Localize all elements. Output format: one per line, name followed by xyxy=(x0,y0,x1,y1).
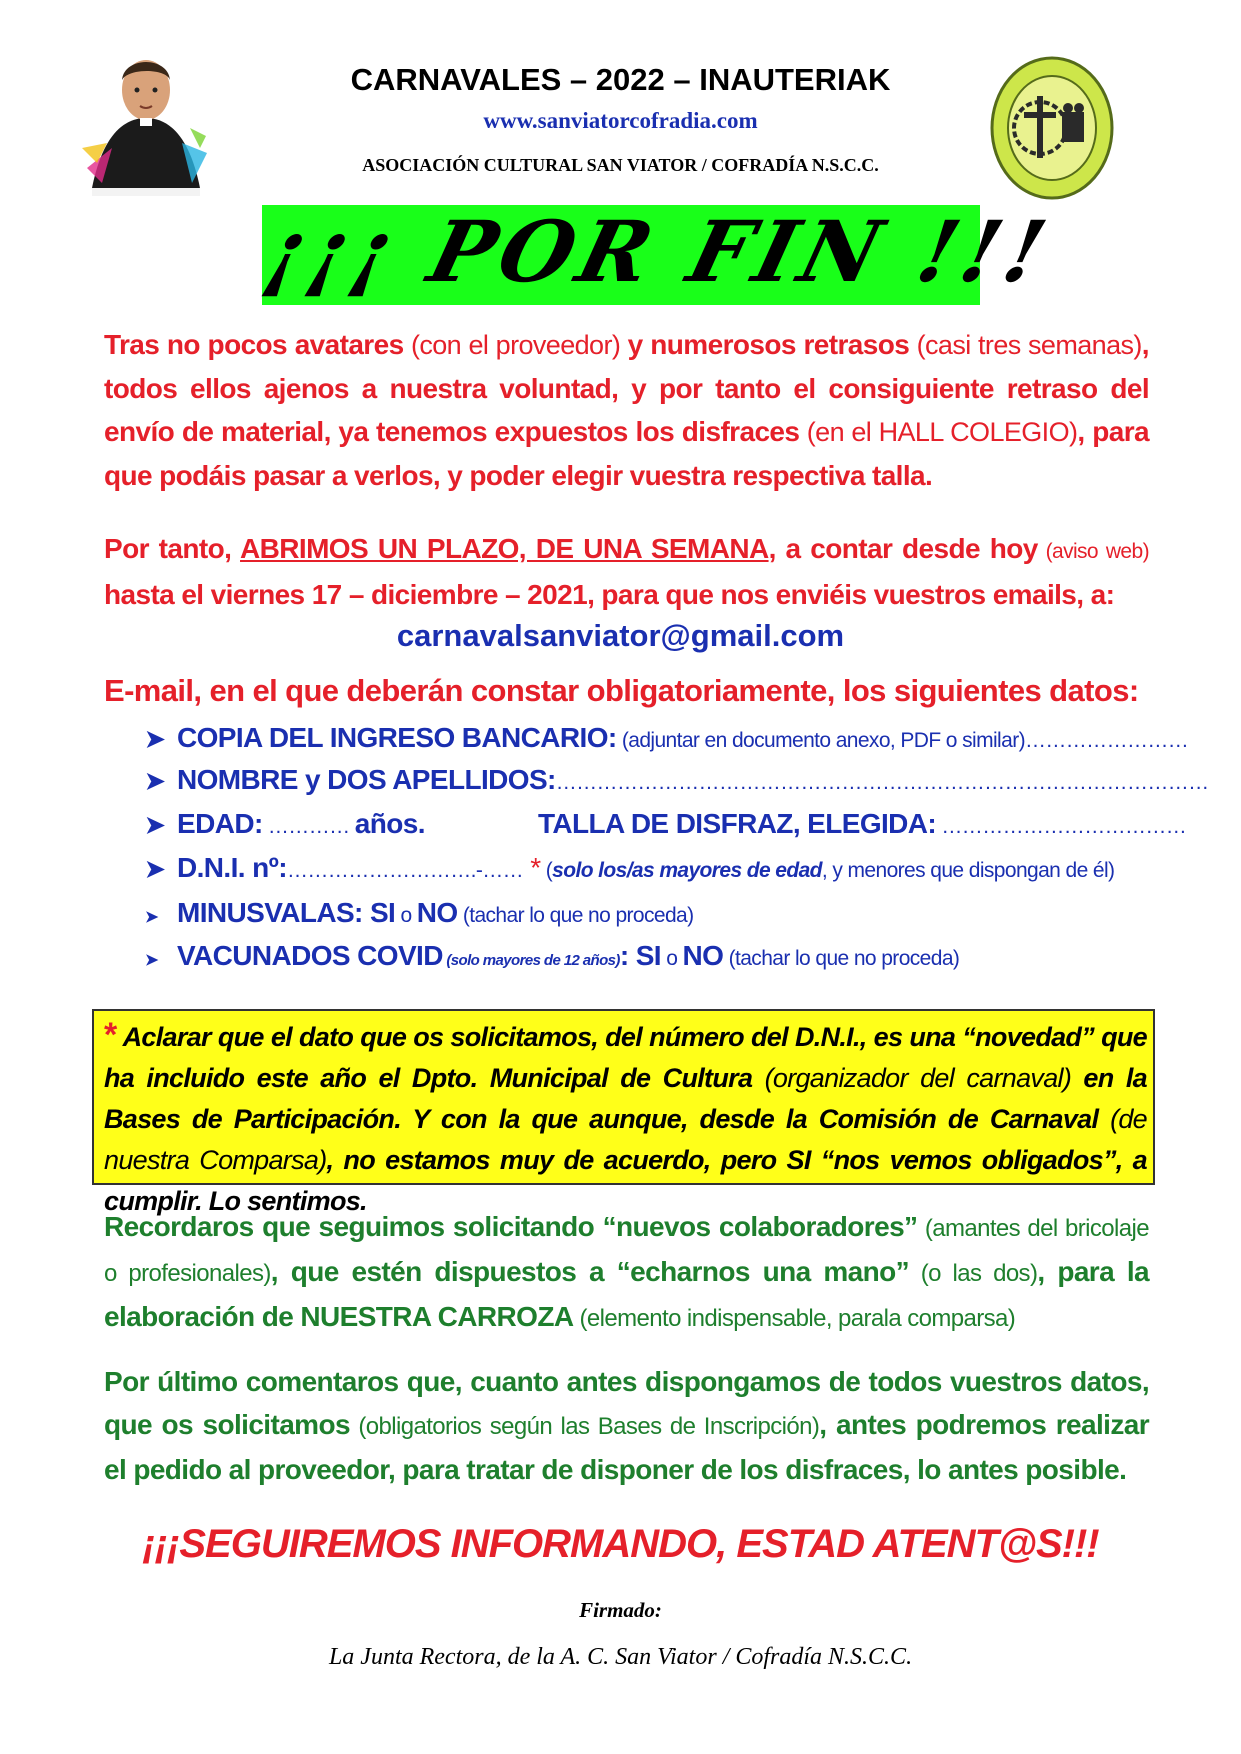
notice-sentence: Aclarar que el dato que os solicitamos, del número del D.N.I., es una “novedad” que ha incluido este año el Dpto. Municipal de Cultura xyxy=(104,1022,1147,1093)
deadline-paragraph xyxy=(104,527,1149,616)
list-label: : SI xyxy=(619,940,661,971)
signatory: La Junta Rectora, de la A. C. San Viator / Cofradía N.S.C.C. xyxy=(328,1644,913,1670)
association-name: ASOCIACIÓN CULTURAL SAN VIATOR / COFRADÍA N.S.C.C. xyxy=(362,155,879,175)
asterisk-mark: * xyxy=(530,852,541,883)
list-label: NO xyxy=(416,897,458,928)
notice-sentence: , no estamos muy de acuerdo, pero SI “nos vemos obligados”, a cumplir. Lo sentimos. xyxy=(104,1145,1147,1216)
list-label: años. xyxy=(354,808,425,839)
collaborators-paragraph xyxy=(104,1205,1149,1340)
banner-heading: ¡¡¡ POR FIN !!! xyxy=(255,202,1062,301)
list-label: NOMBRE y DOS APELLIDOS: xyxy=(177,764,556,795)
intro-text: (en el HALL COLEGIO) xyxy=(799,417,1078,447)
contact-email[interactable]: carnavalsanviator@gmail.com xyxy=(396,618,845,653)
list-note-emphasis: (solo mayores de 12 años) xyxy=(442,952,620,969)
requirements-heading: E-mail, en el que deberán constar obligatoriamente, los siguientes datos: xyxy=(104,673,1139,708)
intro-paragraph xyxy=(104,323,1149,497)
list-item xyxy=(145,940,959,972)
arrow-bullet-icon: ➤ xyxy=(145,726,165,753)
asterisk-mark: * xyxy=(104,1016,117,1054)
list-note: (tachar lo que no proceda) xyxy=(457,904,694,927)
arrow-bullet-icon: ➤ xyxy=(145,812,165,839)
list-note: ……………………….-…… xyxy=(287,859,524,882)
list-item xyxy=(538,808,1186,840)
final-text: Por último comentaros que, cuanto antes dispongamos de todos vuestros datos, que os solicitamos xyxy=(104,1366,1149,1440)
collaborators-text: (o las dos) xyxy=(909,1260,1038,1287)
list-label: VACUNADOS COVID xyxy=(177,940,443,971)
closing-message: ¡¡¡SEGUIREMOS INFORMANDO, ESTAD ATENT@S!!! xyxy=(142,1522,1099,1566)
collaborators-text: , que estén dispuestos a “echarnos una mano” xyxy=(270,1256,910,1287)
deadline-text: hasta el viernes 17 – diciembre – 2021, para que nos enviéis vuestros emails, a: xyxy=(104,579,1115,610)
deadline-text: , a contar desde hoy xyxy=(768,533,1038,564)
intro-text: y numerosos retrasos xyxy=(627,329,910,360)
notice-sentence: (organizador del carnaval) xyxy=(752,1063,1072,1093)
notice-sentence: (de nuestra Comparsa) xyxy=(104,1104,1148,1175)
final-paragraph xyxy=(104,1360,1149,1491)
deadline-highlight: ABRIMOS UN PLAZO, DE UNA SEMANA xyxy=(240,533,769,564)
deadline-text: (aviso web) xyxy=(1037,540,1149,563)
list-note: ( xyxy=(540,859,553,882)
arrow-bullet-icon: ➤ xyxy=(145,909,158,926)
collaborators-text: , para la elaboración de NUESTRA CARROZA xyxy=(104,1256,1149,1332)
intro-text: , para que podáis pasar a verlos, y poder elegir vuestra respectiva talla. xyxy=(104,416,1149,491)
intro-text: (casi tres semanas) xyxy=(909,330,1142,360)
final-text: , antes podremos realizar el pedido al proveedor, para tratar de disponer de los disfraces, lo antes posible. xyxy=(104,1409,1149,1485)
list-label: D.N.I. nº: xyxy=(177,852,287,883)
arrow-bullet-icon: ➤ xyxy=(145,768,165,795)
arrow-bullet-icon: ➤ xyxy=(145,856,165,883)
collaborators-text: (elemento indispensable, parala comparsa) xyxy=(573,1305,1016,1332)
list-note-emphasis: solo los/as mayores de edad xyxy=(552,859,822,882)
list-item xyxy=(145,808,425,840)
list-label: EDAD: xyxy=(177,808,263,839)
list-label: MINUSVALAS: SI xyxy=(177,897,396,928)
list-note: , y menores que dispongan de él) xyxy=(821,859,1115,882)
list-item xyxy=(145,764,1209,796)
list-note: …………………………………………………………………………………… xyxy=(555,771,1209,794)
list-label: COPIA DEL INGRESO BANCARIO: xyxy=(177,722,617,753)
signed-label: Firmado: xyxy=(579,1598,662,1622)
list-note: o xyxy=(395,904,417,927)
notice-sentence: en la Bases de Participación. Y con la que aunque, desde la Comisión de Carnaval xyxy=(104,1063,1147,1134)
list-note: o xyxy=(660,947,683,970)
list-note: ………… xyxy=(262,815,355,838)
collaborators-text: (amantes del bricolaje o profesionales) xyxy=(104,1215,1149,1287)
website-link[interactable]: www.sanviatorcofradia.com xyxy=(483,108,758,133)
deadline-text: Por tanto, xyxy=(104,533,241,564)
list-note: (adjuntar en documento anexo, PDF o similar)…………………… xyxy=(616,729,1189,752)
arrow-bullet-icon: ➤ xyxy=(145,952,158,969)
list-note: ……………………………… xyxy=(936,815,1187,838)
collaborators-text: Recordaros que seguimos solicitando “nuevos colaboradores” xyxy=(104,1211,918,1242)
notice-text xyxy=(104,1015,1147,1222)
page-title: CARNAVALES – 2022 – INAUTERIAK xyxy=(350,62,891,97)
list-item xyxy=(145,852,1114,884)
list-item xyxy=(145,897,694,929)
list-item xyxy=(145,722,1188,754)
list-note: (tachar lo que no proceda) xyxy=(723,947,960,970)
list-label: NO xyxy=(682,940,724,971)
intro-text: , todos ellos ajenos a nuestra voluntad, y por tanto el consiguiente retraso del envío de material, ya tenemos expuestos los disfraces xyxy=(104,329,1149,447)
final-text: (obligatorios según las Bases de Inscripción) xyxy=(349,1413,820,1440)
list-label: TALLA DE DISFRAZ, ELEGIDA: xyxy=(538,808,937,839)
intro-text: (con el proveedor) xyxy=(403,330,628,360)
intro-text: Tras no pocos avatares xyxy=(104,329,404,360)
